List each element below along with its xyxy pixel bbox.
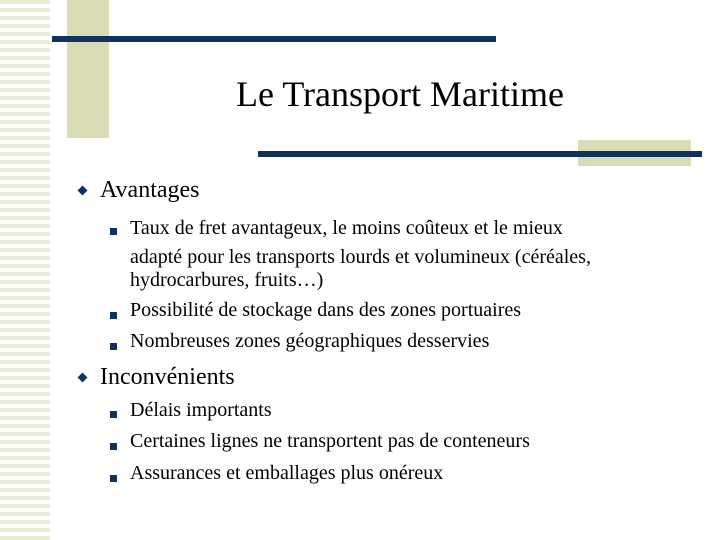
decorative-block-left <box>67 0 109 138</box>
avantage-item-1-line-3: hydrocarbures, fruits…) <box>130 269 324 291</box>
avantage-item-1-line-1: Taux de fret avantageux, le moins coûteux et le mieux <box>130 217 563 239</box>
title-rule-bottom <box>258 151 702 157</box>
square-bullet-icon <box>110 343 117 350</box>
inconvenient-item-1: Délais importants <box>130 399 272 421</box>
diamond-bullet-icon <box>78 373 88 383</box>
square-bullet-icon <box>110 475 117 482</box>
avantages-heading: Avantages <box>100 177 200 203</box>
inconvenient-item-3: Assurances et emballages plus onéreux <box>130 462 444 484</box>
inconvenients-heading: Inconvénients <box>100 364 235 390</box>
avantage-item-1-line-2: adapté pour les transports lourds et volumineux (céréales, <box>130 246 591 268</box>
square-bullet-icon <box>110 411 117 418</box>
diamond-bullet-icon <box>78 186 88 196</box>
avantage-item-2: Possibilité de stockage dans des zones portuaires <box>130 299 522 321</box>
square-bullet-icon <box>110 312 117 319</box>
decorative-stripes <box>0 0 50 540</box>
slide-title: Le Transport Maritime <box>236 74 564 114</box>
title-rule-top <box>52 36 496 42</box>
inconvenient-item-2: Certaines lignes ne transportent pas de conteneurs <box>130 430 530 452</box>
square-bullet-icon <box>110 443 117 450</box>
square-bullet-icon <box>110 228 117 235</box>
avantage-item-3: Nombreuses zones géographiques desservies <box>130 330 490 352</box>
